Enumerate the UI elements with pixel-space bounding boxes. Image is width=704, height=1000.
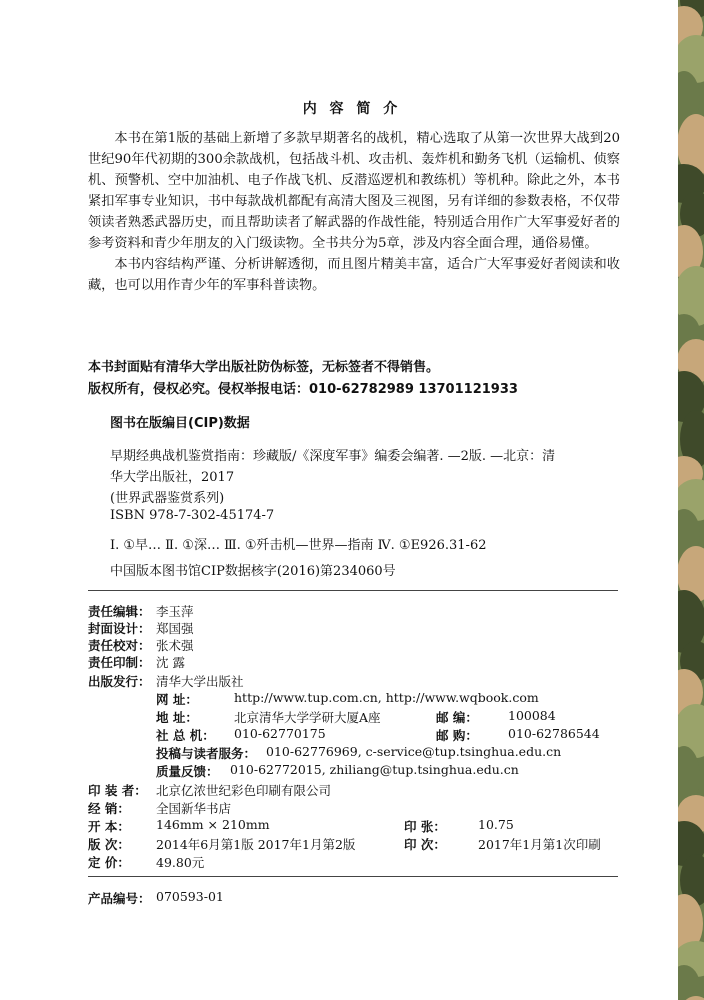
printer-label: 印 装 者： xyxy=(88,783,147,798)
copyright-notice: 版权所有，侵权必究。侵权举报电话：010-62782989 13701121933 xyxy=(88,382,518,397)
cip-isbn: ISBN 978-7-302-45174-7 xyxy=(110,508,275,523)
credit-value: 张术强 xyxy=(156,638,194,653)
divider-bottom xyxy=(88,876,618,877)
divider-top xyxy=(88,590,618,591)
edition-label: 版 次： xyxy=(88,837,130,852)
format-label: 开 本： xyxy=(88,819,130,834)
product-code-label: 产品编号： xyxy=(88,891,151,906)
sheets-label: 印 张： xyxy=(404,819,446,834)
credit-label: 责任校对： xyxy=(88,638,151,653)
website-label: 网 址： xyxy=(156,692,198,707)
format-value: 146mm × 210mm xyxy=(156,817,270,832)
switchboard-label: 社 总 机： xyxy=(156,728,215,743)
distributor-label: 经 销： xyxy=(88,801,130,816)
cip-classification: Ⅰ. ①早… Ⅱ. ①深… Ⅲ. ①歼击机—世界—指南 Ⅳ. ①E926.31-62 xyxy=(110,538,487,553)
cip-series: (世界武器鉴赏系列) xyxy=(110,491,225,506)
impression-label: 印 次： xyxy=(404,837,446,852)
cip-record-number: 中国版本图书馆CIP数据核字(2016)第234060号 xyxy=(110,564,396,579)
website-value: http://www.tup.com.cn, http://www.wqbook.com xyxy=(234,690,539,705)
price-label: 定 价： xyxy=(88,855,130,870)
cip-entry-line-2: 华大学出版社，2017 xyxy=(110,470,235,485)
submission-value: 010-62776969, c-service@tup.tsinghua.edu.cn xyxy=(266,744,562,759)
credit-label: 责任编辑： xyxy=(88,604,151,619)
submission-label: 投稿与读者服务： xyxy=(156,746,257,761)
feedback-value: 010-62772015, zhiliang@tup.tsinghua.edu.cn xyxy=(230,762,519,777)
credit-label: 责任印制： xyxy=(88,655,151,670)
mailorder-value: 010-62786544 xyxy=(508,726,600,741)
credit-value: 沈 露 xyxy=(156,655,185,670)
cip-heading: 图书在版编目(CIP)数据 xyxy=(110,416,250,431)
switchboard-value: 010-62770175 xyxy=(234,726,326,741)
credit-value: 郑国强 xyxy=(156,621,194,636)
camouflage-pattern xyxy=(678,0,704,1000)
intro-text xyxy=(88,128,620,296)
price-value: 49.80元 xyxy=(156,855,205,870)
feedback-label: 质量反馈： xyxy=(156,764,219,779)
postcode-value: 100084 xyxy=(508,708,556,723)
credit-label: 封面设计： xyxy=(88,621,151,636)
anti-counterfeit-notice: 本书封面贴有清华大学出版社防伪标签，无标签者不得销售。 xyxy=(88,360,440,375)
impression-value: 2017年1月第1次印刷 xyxy=(478,837,601,852)
mailorder-label: 邮 购： xyxy=(436,728,478,743)
publisher-label: 出版发行： xyxy=(88,674,151,689)
intro-paragraph-2: 本书内容结构严谨、分析讲解透彻，而且图片精美丰富，适合广大军事爱好者阅读和收藏，也可以用作青少年的军事科普读物。 xyxy=(88,257,620,293)
cip-entry-line-1: 早期经典战机鉴赏指南：珍藏版/《深度军事》编委会编著. —2版. —北京：清 xyxy=(110,449,556,464)
sheets-value: 10.75 xyxy=(478,817,514,832)
intro-paragraph-1: 本书在第1版的基础上新增了多款早期著名的战机，精心选取了从第一次世界大战到20世纪90年代初期的300余款战机，包括战斗机、攻击机、轰炸机和勤务飞机（运输机、侦察机、预警机、空中加油机、电子作战飞机、反潜巡逻机和教练机）等机种。除此之外，本书紧扣军事专业知识，书中每款战机都配有高清大图及三视图，另有详细的参数表格，不仅带领读者熟悉武器历史，而且帮助读者了解武器的作战性能，特别适合用作广大军事爱好者的参考资料和青少年朋友的入门级读物。全书共分为5章，涉及内容全面合理，通俗易懂。 xyxy=(88,131,620,251)
distributor-value: 全国新华书店 xyxy=(156,801,232,816)
address-value: 北京清华大学学研大厦A座 xyxy=(234,710,381,725)
printer-value: 北京亿浓世纪彩色印刷有限公司 xyxy=(156,783,332,798)
postcode-label: 邮 编： xyxy=(436,710,478,725)
publisher-name: 清华大学出版社 xyxy=(156,674,244,689)
edition-value: 2014年6月第1版 2017年1月第2版 xyxy=(156,837,356,852)
section-title: 内 容 简 介 xyxy=(302,101,402,117)
address-label: 地 址： xyxy=(156,710,198,725)
camouflage-edge-strip xyxy=(678,0,704,1000)
credit-value: 李玉萍 xyxy=(156,604,194,619)
product-code-value: 070593-01 xyxy=(156,889,224,904)
